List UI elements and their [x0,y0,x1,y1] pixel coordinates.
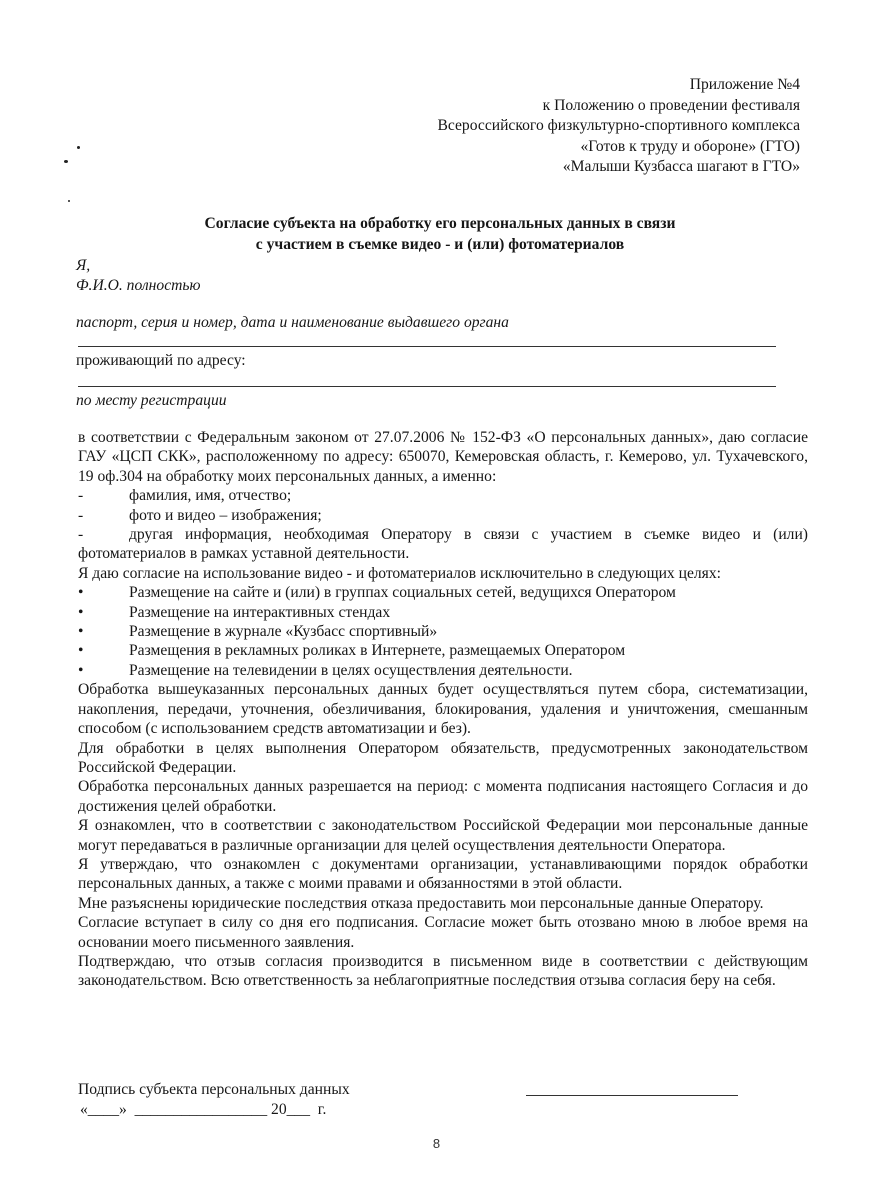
consent-paragraph: Я утверждаю, что ознакомлен с документами организации, устанавливающими порядок обработки персональных данных, а также с моими правами и обязанностями в этой области. [78,855,808,893]
list-marker: - [78,506,84,524]
consent-body [78,428,808,991]
purpose-text: Размещение в журнале «Кузбасс спортивный» [129,623,438,641]
appendix-line: «Малыши Кузбасса шагают в ГТО» [562,158,800,175]
passport-fill-line [78,346,776,347]
title-line: Согласие субъекта на обработку его персональных данных в связи [204,215,676,232]
purpose-item [78,603,808,622]
purpose-item [78,583,808,602]
consent-paragraph: Согласие вступает в силу со дня его подписания. Согласие может быть отозвано мною в любое время на основании моего письменного заявления. [78,914,808,951]
appendix-line: Всероссийского физкультурно-спортивного комплекса [437,117,800,134]
consent-paragraph: Я ознакомлен, что в соответствии с законодательством Российской Федерации мои персональные данные могут передаваться в различные организации для целей осуществления деятельности Оператора. [78,817,808,854]
purpose-item [78,661,808,680]
list-item-text: другая информация, необходимая Оператору в связи с участием в съемке видео и (или) [129,526,808,544]
title-line: с участием в съемке видео - и (или) фотоматериалов [255,236,625,253]
scan-speck [68,200,70,202]
list-item-continuation: фотоматериалов в рамках уставной деятельности. [78,545,410,563]
list-marker: - [78,487,84,505]
consent-paragraph: Подтверждаю, что отзыв согласия производится в письменном виде в соответствии с действующим законодательством. Всю ответственность за неблагоприятные последствия отзыва согласия беру на себя. [78,952,808,990]
scan-speck [77,146,80,149]
appendix-number: Приложение №4 [689,76,800,93]
document-title [60,213,820,255]
purpose-text: Размещение на интерактивных стендах [129,603,391,621]
bullet-icon: • [78,584,84,602]
list-item-text: фамилия, имя, отчество; [129,487,292,505]
signature-label: Подпись субъекта персональных данных [78,1081,350,1098]
list-item [78,506,808,525]
consent-paragraph: Обработка персональных данных разрешается на период: с момента подписания настоящего Согласия и до достижения целей обработки. [78,778,808,815]
signature-fill-line [526,1095,738,1096]
bullet-icon: • [78,661,84,679]
list-item-text: фото и видео – изображения; [129,506,322,524]
purpose-text: Размещение на телевидении в целях осуществления деятельности. [129,661,573,679]
intro-paragraph: в соответствии с Федеральным законом от 27.07.2006 № 152-ФЗ «О персональных данных», даю согласие ГАУ «ЦСП СКК», расположенному по адресу: 650070, Кемеровская область, г. Кемерово, ул. Тухачевского, 19 оф.304 на обработку моих персональных данных, а именно: [78,429,808,485]
passport-label: паспорт, серия и номер, дата и наименование выдавшего органа [76,314,509,331]
fio-label: Ф.И.О. полностью [76,277,201,294]
consent-paragraph: Мне разъяснены юридические последствия отказа предоставить мои персональные данные Оператору. [78,894,764,912]
list-item [78,486,808,505]
appendix-line: «Готов к труду и обороне» (ГТО) [580,137,800,155]
address-fill-line [78,386,776,387]
list-marker: - [78,526,84,544]
consent-paragraph: Для обработки в целях выполнения Оператором обязательств, предусмотренных законодательством Российской Федерации. [78,739,808,776]
purpose-text: Размещение на сайте и (или) в группах социальных сетей, ведущихся Оператором [129,584,676,602]
purpose-item [78,622,808,641]
registration-label: по месту регистрации [76,392,227,409]
ya-label: Я, [76,257,91,274]
purpose-item [78,641,808,660]
address-label: проживающий по адресу: [76,352,246,369]
bullet-icon: • [78,603,84,621]
purposes-intro: Я даю согласие на использование видео - и фотоматериалов исключительно в следующих целях: [78,564,721,582]
page-number: 8 [432,1136,441,1151]
bullet-icon: • [78,623,84,641]
date-line: «____» _________________ 20___ г. [80,1101,327,1118]
appendix-line: к Положению о проведении фестиваля [542,96,800,114]
list-item [78,525,808,544]
consent-paragraph: Обработка вышеуказанных персональных данных будет осуществляться путем сбора, систематизации, накопления, передачи, уточнения, обезличивания, блокирования, удаления и уничтожения, смешанным способом (с использованием средств автоматизации и без). [78,681,808,738]
bullet-icon: • [78,642,84,660]
scan-speck [64,160,68,163]
appendix-header [280,75,800,178]
purpose-text: Размещения в рекламных роликах в Интернете, размещаемых Оператором [129,642,626,660]
